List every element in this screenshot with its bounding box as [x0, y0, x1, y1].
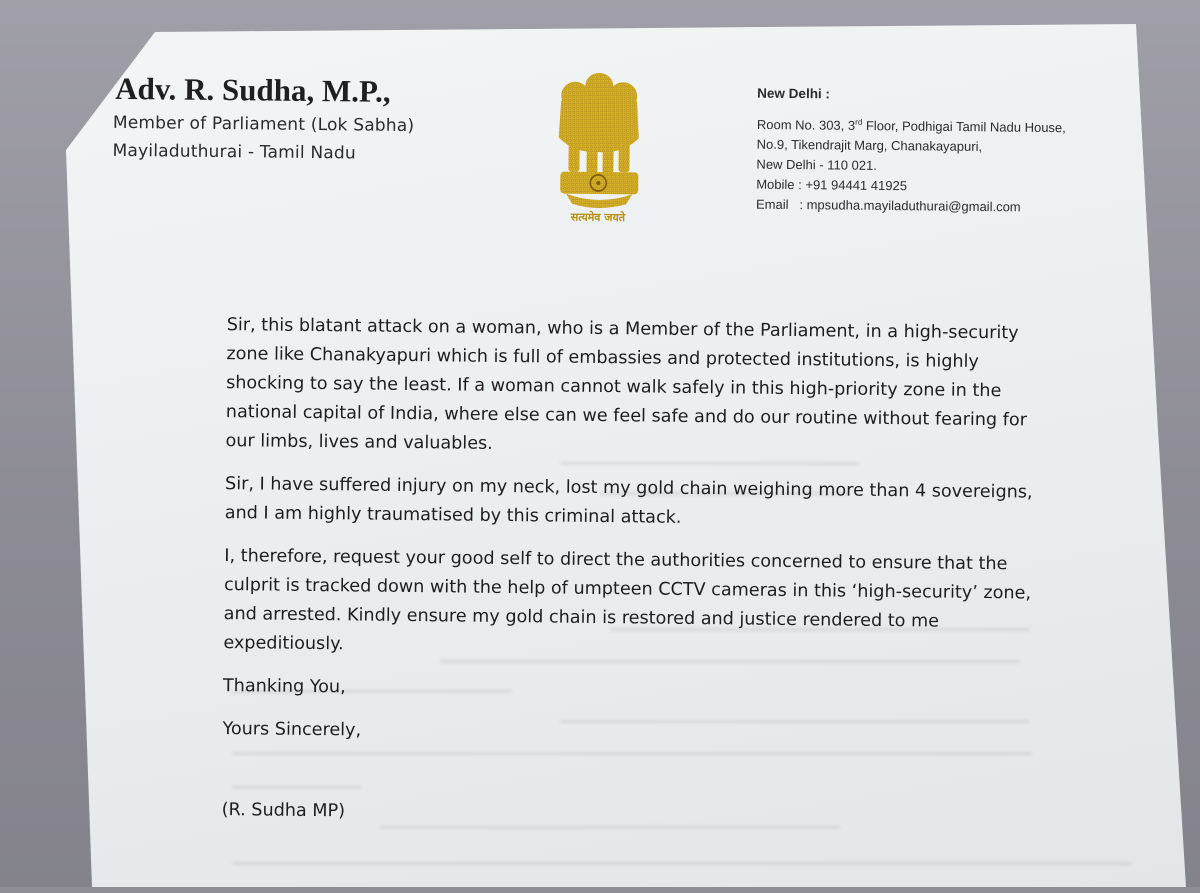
thanking-line: Thanking You, — [222, 676, 346, 698]
address-line-1-start: Room No. 303, 3 — [756, 116, 856, 133]
address-line-3: New Delhi - 110 021. — [756, 156, 877, 174]
emblem-motto: सत्यमेव जयते — [570, 210, 626, 225]
address-line-2: No.9, Tikendrajit Marg, Chanakayapuri, — [756, 136, 983, 155]
mobile-number: Mobile : +91 94441 41925 — [756, 176, 908, 194]
state-emblem-icon — [546, 67, 653, 226]
sender-constituency: Mayiladuthurai - Tamil Nadu — [112, 140, 357, 164]
address-floor-ordinal: rd — [855, 117, 863, 127]
contact-address-block — [756, 84, 1066, 219]
address-line-1-end: Floor, Podhigai Tamil Nadu House, — [862, 118, 1066, 136]
paragraph-1: Sir, this blatant attack on a woman, who is a Member of the Parliament, in a high-security zone like Chanakyapuri which is full of embassies and protected institutions, is highly shocking to say the least. If a woman cannot walk safely in this high-priority zone in the national capital of India, where else can we feel safe and do our routine without fearing for our limbs, lives and valuables. — [225, 315, 1028, 454]
sign-off-line: Yours Sincerely, — [222, 719, 362, 741]
sender-name: Adv. R. Sudha, M.P., — [115, 70, 391, 109]
address-heading: New Delhi : — [757, 85, 831, 102]
signature-line: (R. Sudha MP) — [221, 800, 346, 822]
letter-body — [221, 311, 1046, 848]
address-line-1 — [757, 112, 1066, 139]
paragraph-3: I, therefore, request your good self to direct the authorities concerned to ensure that the culprit is tracked down with the help of umpteen CCTV cameras in this ‘high-security’ zone, and arrested. Kindly ensure my gold chain is restored and justice rendered to me expeditiously. — [223, 546, 1032, 655]
paragraph-2: Sir, I have suffered injury on my neck, lost my gold chain weighing more than 4 sovereigns, and I am highly traumatised by this criminal attack. — [224, 474, 1033, 528]
email-address: Email : mpsudha.mayiladuthurai@gmail.com — [755, 196, 1021, 215]
sender-designation: Member of Parliament (Lok Sabha) — [112, 112, 415, 137]
